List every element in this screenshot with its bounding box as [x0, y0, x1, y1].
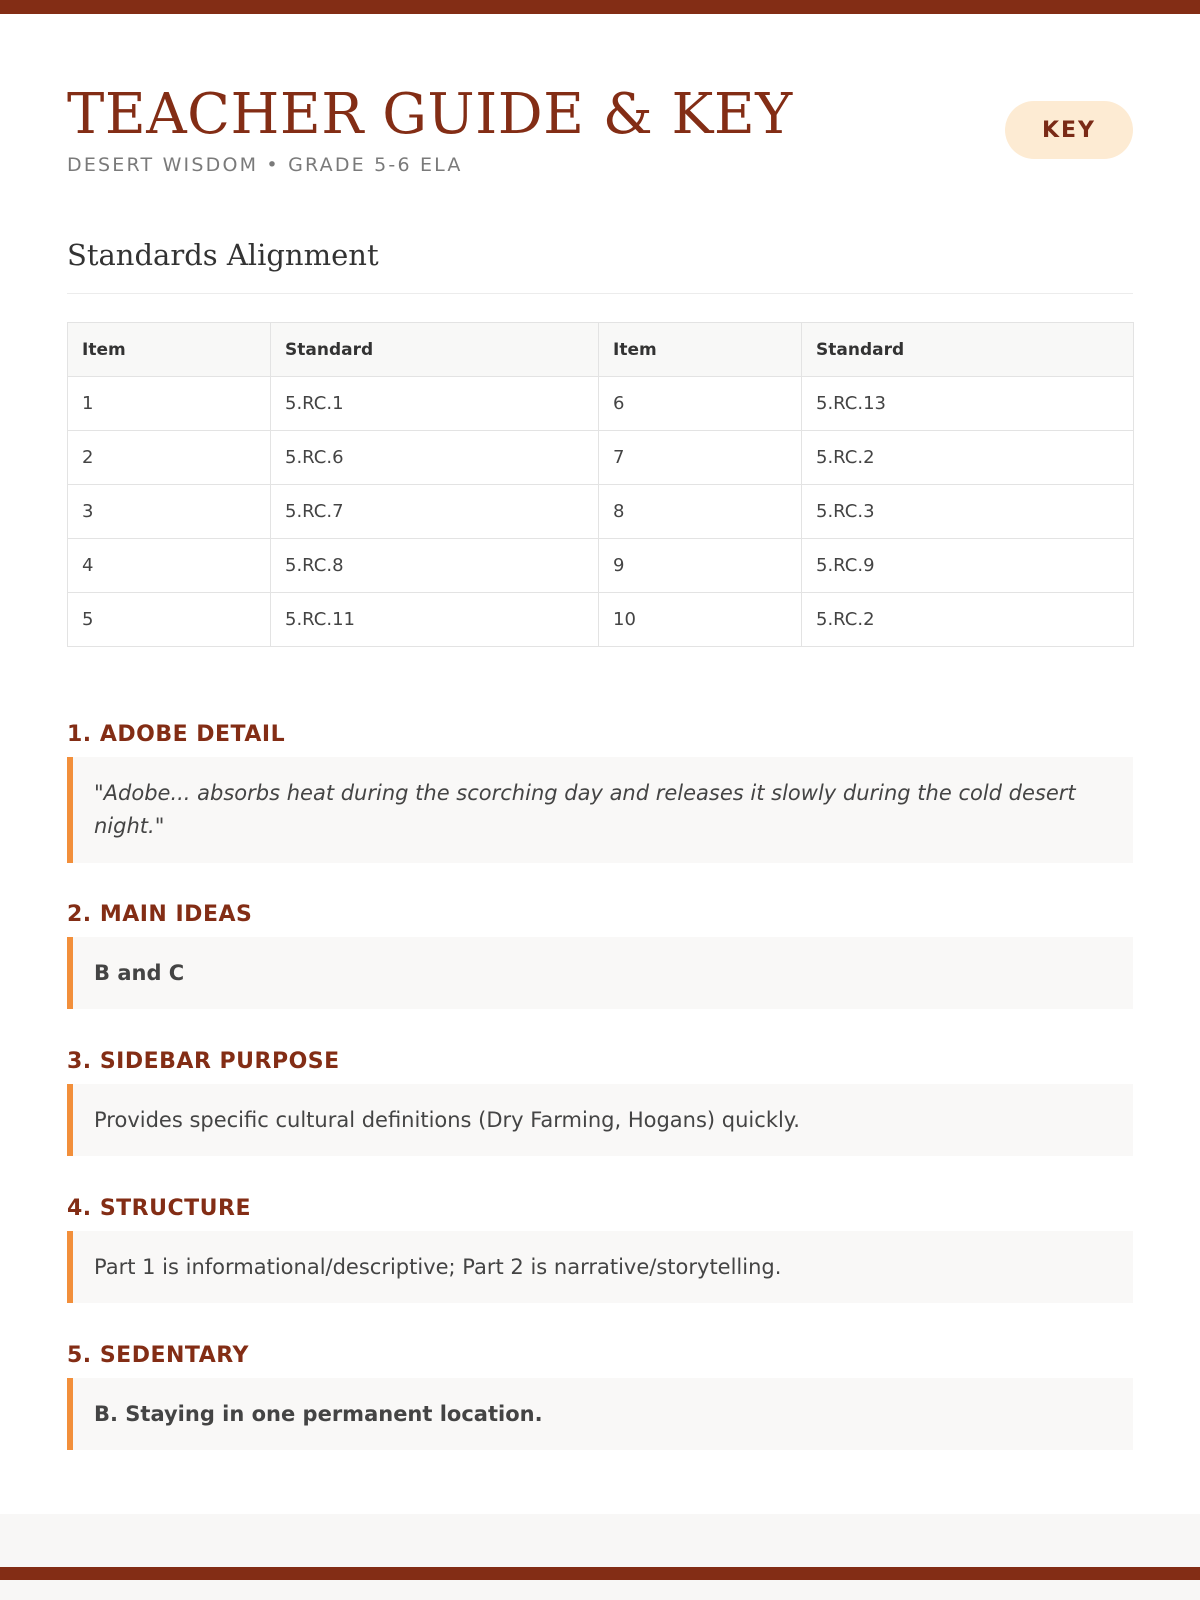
column-header-item: Item: [599, 323, 802, 377]
answer-box: B and C: [67, 937, 1133, 1009]
item-number: 4: [68, 539, 271, 593]
item-number: 6: [599, 377, 802, 431]
standard-code: 5.RC.8: [271, 539, 599, 593]
standard-code: 5.RC.7: [271, 485, 599, 539]
column-header-standard: Standard: [802, 323, 1134, 377]
table-row: [68, 485, 1134, 539]
answer-item-structure: [67, 1193, 1133, 1303]
answer-item-main-ideas: [67, 899, 1133, 1009]
table-header-row: [68, 323, 1134, 377]
item-number: 7: [599, 431, 802, 485]
item-number: 1: [68, 377, 271, 431]
table-row: [68, 377, 1134, 431]
answer-heading: 5. SEDENTARY: [67, 1343, 249, 1368]
standard-code: 5.RC.3: [802, 485, 1134, 539]
item-number: 5: [68, 593, 271, 647]
page-title: TEACHER GUIDE & KEY: [67, 82, 793, 147]
table-row: [68, 593, 1134, 647]
answer-heading: 3. SIDEBAR PURPOSE: [67, 1049, 340, 1074]
section-divider: [67, 293, 1133, 294]
standard-code: 5.RC.2: [802, 431, 1134, 485]
answer-box: Part 1 is informational/descriptive; Part 2 is narrative/storytelling.: [67, 1231, 1133, 1303]
answer-heading: 1. ADOBE DETAIL: [67, 722, 286, 747]
column-header-standard: Standard: [271, 323, 599, 377]
standard-code: 5.RC.9: [802, 539, 1134, 593]
page-subtitle: DESERT WISDOM • GRADE 5-6 ELA: [67, 154, 463, 176]
bottom-border: [0, 1567, 1200, 1580]
standard-code: 5.RC.1: [271, 377, 599, 431]
standards-table: [67, 322, 1134, 647]
item-number: 9: [599, 539, 802, 593]
key-badge: KEY: [1005, 101, 1133, 159]
column-header-item: Item: [68, 323, 271, 377]
answer-box: Provides specific cultural definitions (Dry Farming, Hogans) quickly.: [67, 1084, 1133, 1156]
answer-item-sedentary: [67, 1340, 1133, 1450]
standard-code: 5.RC.13: [802, 377, 1134, 431]
item-number: 3: [68, 485, 271, 539]
footer-band: [0, 1514, 1200, 1600]
standards-heading: Standards Alignment: [67, 238, 379, 272]
table-row: [68, 539, 1134, 593]
standard-code: 5.RC.6: [271, 431, 599, 485]
answer-box: B. Staying in one permanent location.: [67, 1378, 1133, 1450]
standard-code: 5.RC.2: [802, 593, 1134, 647]
answer-heading: 4. STRUCTURE: [67, 1196, 251, 1221]
answer-item-adobe-detail: [67, 719, 1133, 863]
item-number: 10: [599, 593, 802, 647]
standard-code: 5.RC.11: [271, 593, 599, 647]
answer-item-sidebar-purpose: [67, 1046, 1133, 1156]
top-border: [0, 0, 1200, 14]
table-row: [68, 431, 1134, 485]
item-number: 2: [68, 431, 271, 485]
answer-box: "Adobe... absorbs heat during the scorching day and releases it slowly during the cold desert night.": [67, 757, 1133, 863]
item-number: 8: [599, 485, 802, 539]
answer-heading: 2. MAIN IDEAS: [67, 902, 253, 927]
